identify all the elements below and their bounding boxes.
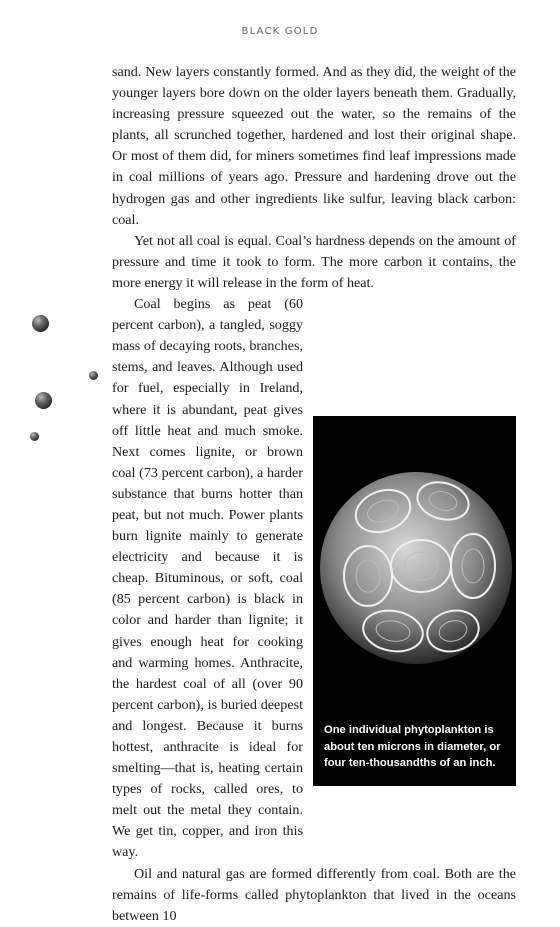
decorative-bubble <box>32 315 49 332</box>
decorative-bubble <box>35 392 52 409</box>
paragraph: sand. New layers constantly formed. And as they did, the weight of the younger layers bore down on the older layers beneath them. Gradually, increasing pressure squeezed out the water, so the remains of the plants, all scrunched together, hardened and lost their original shape. Or most of them did, for miners sometimes find leaf impressions made in coal millions of years ago. Pressure and hardening drove out the hydrogen gas and other ingredients like sulfur, leaving black carbon: coal. <box>112 64 516 228</box>
paragraph: Oil and natural gas are formed differently from coal. Both are the remains of life-forms called phytoplankton that lived in the oceans between 10 <box>112 865 516 924</box>
running-head: BLACK GOLD <box>241 26 319 37</box>
figure-caption: One individual phytoplankton is about ten microns in diameter, or four ten-thousandths of an inch. <box>324 724 501 769</box>
decorative-bubble <box>89 371 98 380</box>
paragraph: Yet not all coal is equal. Coal’s hardness depends on the amount of pressure and time it took to form. The more carbon it contains, the more energy it will release in the form of heat. <box>112 232 516 291</box>
decorative-bubble <box>30 432 39 441</box>
phytoplankton-figure <box>313 416 516 786</box>
phytoplankton-image <box>313 416 516 716</box>
paragraph-text: Coal begins as peat (60 percent carbon), a tangled, soggy mass of decaying roots, branches, stems, and leaves. Although used for fuel, especially in Ireland, where it is abundant, peat gives off little heat and much smoke. Next comes lignite, or brown coal (73 percent carbon), a harder substance that burns hotter than peat, but not much. Power plants burn lignite mainly to generate electricity and because it is cheap. Bituminous, or soft, coal (85 percent carbon) is black in color and harder than lignite; it gives enough heat for cooking and warming homes. Anthracite, the hardest coal of all (over 90 percent carbon), is buried deepest and longest. Because it burns hottest, anthracite is ideal for smelting—that is, heating certain types of rocks, called ores, to melt out the metal they contain. We get tin, copper, and iron this way. <box>112 296 303 861</box>
